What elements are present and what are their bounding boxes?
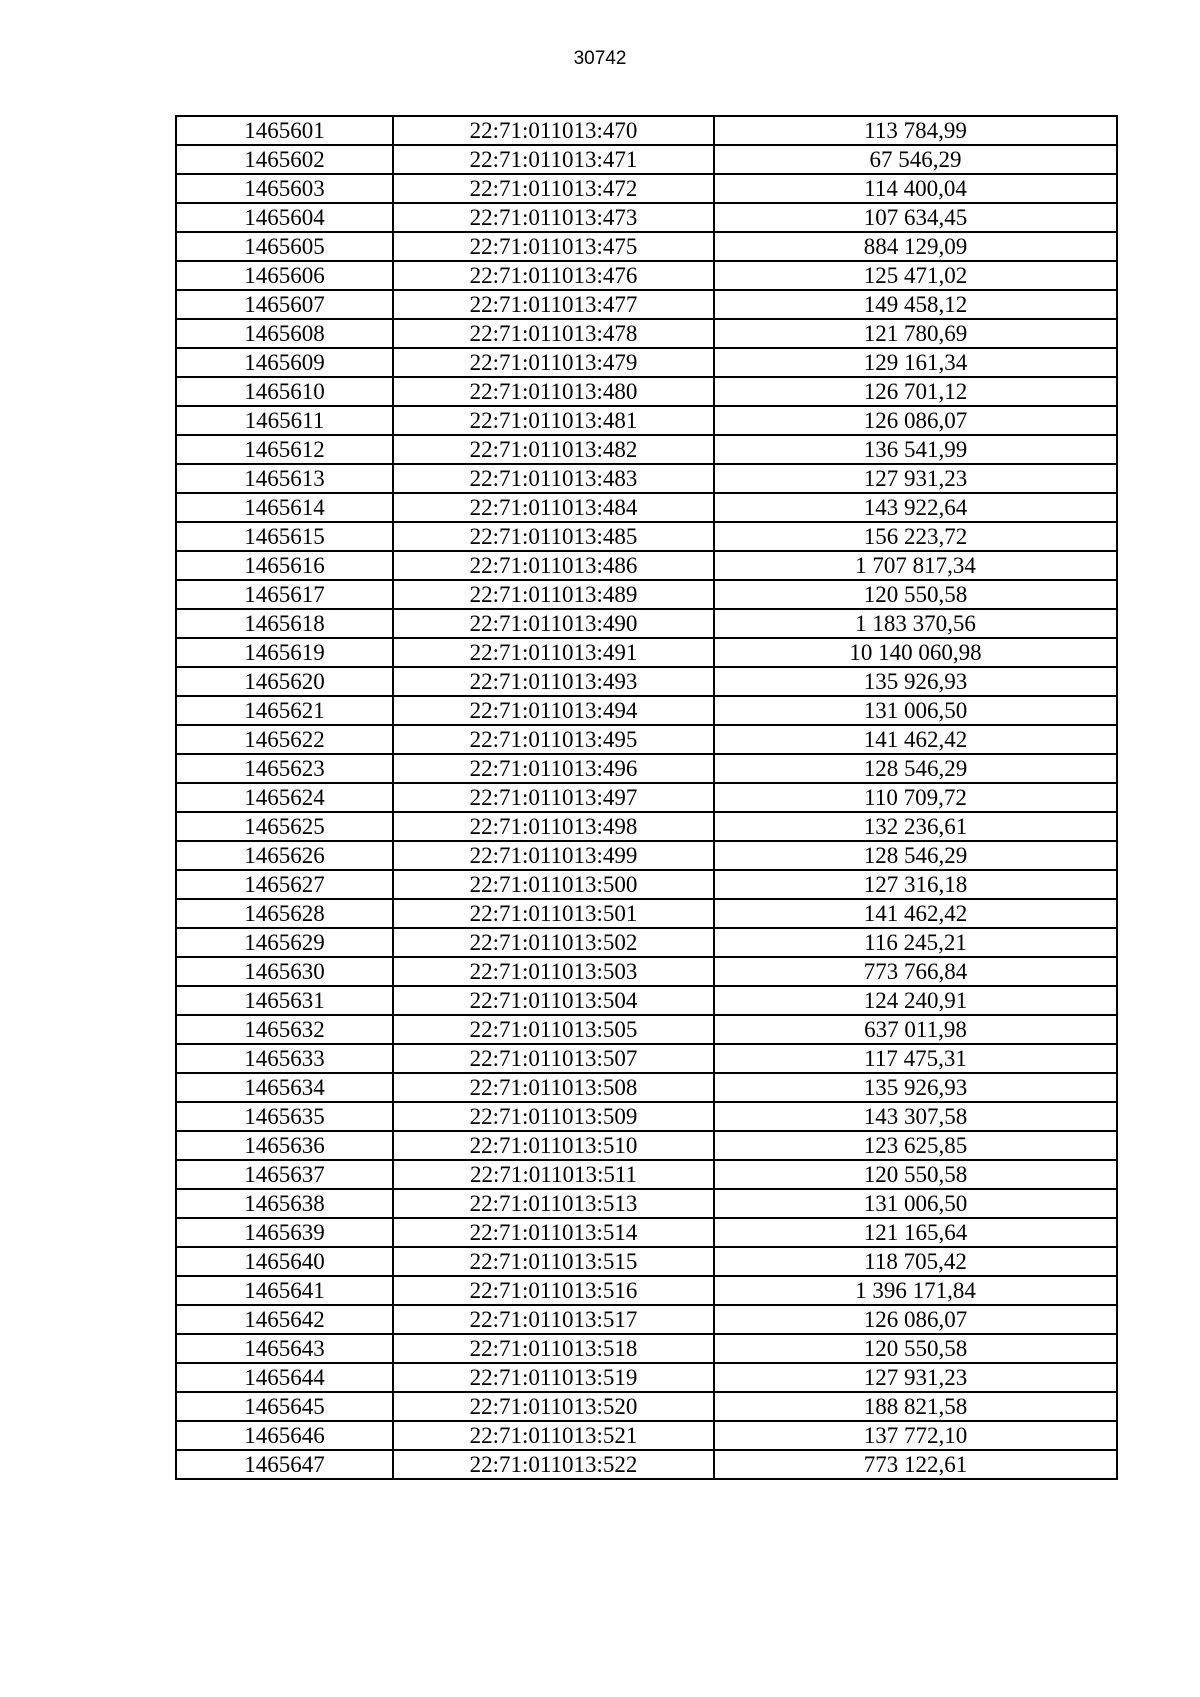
value-cell: 126 086,07	[714, 1305, 1117, 1334]
cadastral-number-cell: 22:71:011013:476	[393, 261, 714, 290]
cadastral-number-cell: 22:71:011013:501	[393, 899, 714, 928]
row-id-cell: 1465610	[176, 377, 393, 406]
cadastral-number-cell: 22:71:011013:478	[393, 319, 714, 348]
table-row	[176, 1334, 1117, 1363]
table-row	[176, 1276, 1117, 1305]
row-id-cell: 1465618	[176, 609, 393, 638]
table-row	[176, 754, 1117, 783]
table-row	[176, 1102, 1117, 1131]
value-cell: 1 183 370,56	[714, 609, 1117, 638]
cadastral-number-cell: 22:71:011013:496	[393, 754, 714, 783]
row-id-cell: 1465601	[176, 116, 393, 145]
value-cell: 1 396 171,84	[714, 1276, 1117, 1305]
cadastral-number-cell: 22:71:011013:483	[393, 464, 714, 493]
data-table	[175, 115, 1118, 1480]
value-cell: 1 707 817,34	[714, 551, 1117, 580]
cadastral-number-cell: 22:71:011013:473	[393, 203, 714, 232]
row-id-cell: 1465639	[176, 1218, 393, 1247]
cadastral-number-cell: 22:71:011013:484	[393, 493, 714, 522]
cadastral-number-cell: 22:71:011013:489	[393, 580, 714, 609]
table-row	[176, 464, 1117, 493]
cadastral-number-cell: 22:71:011013:505	[393, 1015, 714, 1044]
value-cell: 773 766,84	[714, 957, 1117, 986]
row-id-cell: 1465608	[176, 319, 393, 348]
value-cell: 67 546,29	[714, 145, 1117, 174]
table-row	[176, 1392, 1117, 1421]
row-id-cell: 1465623	[176, 754, 393, 783]
cadastral-number-cell: 22:71:011013:494	[393, 696, 714, 725]
row-id-cell: 1465626	[176, 841, 393, 870]
value-cell: 141 462,42	[714, 899, 1117, 928]
table-row	[176, 1305, 1117, 1334]
value-cell: 117 475,31	[714, 1044, 1117, 1073]
value-cell: 132 236,61	[714, 812, 1117, 841]
row-id-cell: 1465609	[176, 348, 393, 377]
table-row	[176, 145, 1117, 174]
value-cell: 124 240,91	[714, 986, 1117, 1015]
table-row	[176, 870, 1117, 899]
value-cell: 141 462,42	[714, 725, 1117, 754]
row-id-cell: 1465647	[176, 1450, 393, 1479]
value-cell: 126 086,07	[714, 406, 1117, 435]
value-cell: 120 550,58	[714, 1334, 1117, 1363]
cadastral-number-cell: 22:71:011013:481	[393, 406, 714, 435]
cadastral-number-cell: 22:71:011013:471	[393, 145, 714, 174]
row-id-cell: 1465619	[176, 638, 393, 667]
table-row	[176, 899, 1117, 928]
row-id-cell: 1465641	[176, 1276, 393, 1305]
table-row	[176, 1015, 1117, 1044]
cadastral-number-cell: 22:71:011013:521	[393, 1421, 714, 1450]
row-id-cell: 1465634	[176, 1073, 393, 1102]
value-cell: 637 011,98	[714, 1015, 1117, 1044]
row-id-cell: 1465607	[176, 290, 393, 319]
row-id-cell: 1465602	[176, 145, 393, 174]
cadastral-number-cell: 22:71:011013:495	[393, 725, 714, 754]
table-row	[176, 1044, 1117, 1073]
row-id-cell: 1465627	[176, 870, 393, 899]
value-cell: 125 471,02	[714, 261, 1117, 290]
cadastral-number-cell: 22:71:011013:480	[393, 377, 714, 406]
table-row	[176, 435, 1117, 464]
table-row	[176, 696, 1117, 725]
row-id-cell: 1465611	[176, 406, 393, 435]
table-row	[176, 377, 1117, 406]
row-id-cell: 1465640	[176, 1247, 393, 1276]
row-id-cell: 1465616	[176, 551, 393, 580]
value-cell: 118 705,42	[714, 1247, 1117, 1276]
value-cell: 131 006,50	[714, 696, 1117, 725]
table-row	[176, 986, 1117, 1015]
table-row	[176, 1421, 1117, 1450]
table-row	[176, 232, 1117, 261]
table-row	[176, 319, 1117, 348]
table-row	[176, 1073, 1117, 1102]
row-id-cell: 1465617	[176, 580, 393, 609]
value-cell: 773 122,61	[714, 1450, 1117, 1479]
row-id-cell: 1465603	[176, 174, 393, 203]
value-cell: 135 926,93	[714, 1073, 1117, 1102]
cadastral-number-cell: 22:71:011013:516	[393, 1276, 714, 1305]
row-id-cell: 1465638	[176, 1189, 393, 1218]
cadastral-number-cell: 22:71:011013:485	[393, 522, 714, 551]
cadastral-number-cell: 22:71:011013:470	[393, 116, 714, 145]
cadastral-number-cell: 22:71:011013:515	[393, 1247, 714, 1276]
value-cell: 131 006,50	[714, 1189, 1117, 1218]
row-id-cell: 1465625	[176, 812, 393, 841]
cadastral-number-cell: 22:71:011013:475	[393, 232, 714, 261]
table-row	[176, 1189, 1117, 1218]
row-id-cell: 1465642	[176, 1305, 393, 1334]
cadastral-number-cell: 22:71:011013:507	[393, 1044, 714, 1073]
cadastral-number-cell: 22:71:011013:500	[393, 870, 714, 899]
table-row	[176, 609, 1117, 638]
value-cell: 120 550,58	[714, 580, 1117, 609]
cadastral-number-cell: 22:71:011013:503	[393, 957, 714, 986]
row-id-cell: 1465628	[176, 899, 393, 928]
cadastral-number-cell: 22:71:011013:517	[393, 1305, 714, 1334]
value-cell: 136 541,99	[714, 435, 1117, 464]
row-id-cell: 1465621	[176, 696, 393, 725]
row-id-cell: 1465604	[176, 203, 393, 232]
table-row	[176, 1363, 1117, 1392]
row-id-cell: 1465622	[176, 725, 393, 754]
cadastral-number-cell: 22:71:011013:479	[393, 348, 714, 377]
value-cell: 129 161,34	[714, 348, 1117, 377]
row-id-cell: 1465636	[176, 1131, 393, 1160]
cadastral-number-cell: 22:71:011013:513	[393, 1189, 714, 1218]
row-id-cell: 1465605	[176, 232, 393, 261]
row-id-cell: 1465615	[176, 522, 393, 551]
row-id-cell: 1465614	[176, 493, 393, 522]
table-row	[176, 290, 1117, 319]
cadastral-number-cell: 22:71:011013:522	[393, 1450, 714, 1479]
row-id-cell: 1465613	[176, 464, 393, 493]
value-cell: 128 546,29	[714, 754, 1117, 783]
cadastral-number-cell: 22:71:011013:509	[393, 1102, 714, 1131]
table-row	[176, 203, 1117, 232]
table-row	[176, 348, 1117, 377]
table-row	[176, 957, 1117, 986]
row-id-cell: 1465643	[176, 1334, 393, 1363]
table-row	[176, 116, 1117, 145]
table-row	[176, 1131, 1117, 1160]
value-cell: 127 316,18	[714, 870, 1117, 899]
table-row	[176, 1247, 1117, 1276]
cadastral-number-cell: 22:71:011013:477	[393, 290, 714, 319]
row-id-cell: 1465637	[176, 1160, 393, 1189]
value-cell: 884 129,09	[714, 232, 1117, 261]
value-cell: 110 709,72	[714, 783, 1117, 812]
cadastral-number-cell: 22:71:011013:504	[393, 986, 714, 1015]
cadastral-number-cell: 22:71:011013:511	[393, 1160, 714, 1189]
row-id-cell: 1465646	[176, 1421, 393, 1450]
value-cell: 126 701,12	[714, 377, 1117, 406]
cadastral-number-cell: 22:71:011013:491	[393, 638, 714, 667]
value-cell: 120 550,58	[714, 1160, 1117, 1189]
table-row	[176, 1218, 1117, 1247]
value-cell: 149 458,12	[714, 290, 1117, 319]
cadastral-number-cell: 22:71:011013:497	[393, 783, 714, 812]
table-row	[176, 493, 1117, 522]
value-cell: 113 784,99	[714, 116, 1117, 145]
cadastral-number-cell: 22:71:011013:514	[393, 1218, 714, 1247]
cadastral-number-cell: 22:71:011013:502	[393, 928, 714, 957]
cadastral-number-cell: 22:71:011013:493	[393, 667, 714, 696]
value-cell: 114 400,04	[714, 174, 1117, 203]
cadastral-number-cell: 22:71:011013:519	[393, 1363, 714, 1392]
row-id-cell: 1465632	[176, 1015, 393, 1044]
table-row	[176, 580, 1117, 609]
value-cell: 127 931,23	[714, 1363, 1117, 1392]
table-row	[176, 783, 1117, 812]
table-row	[176, 406, 1117, 435]
row-id-cell: 1465612	[176, 435, 393, 464]
table-row	[176, 551, 1117, 580]
value-cell: 107 634,45	[714, 203, 1117, 232]
cadastral-number-cell: 22:71:011013:499	[393, 841, 714, 870]
table-row	[176, 841, 1117, 870]
value-cell: 156 223,72	[714, 522, 1117, 551]
table-row	[176, 1450, 1117, 1479]
value-cell: 143 922,64	[714, 493, 1117, 522]
value-cell: 123 625,85	[714, 1131, 1117, 1160]
row-id-cell: 1465630	[176, 957, 393, 986]
value-cell: 128 546,29	[714, 841, 1117, 870]
value-cell: 127 931,23	[714, 464, 1117, 493]
table-row	[176, 725, 1117, 754]
table-body	[176, 116, 1117, 1479]
cadastral-number-cell: 22:71:011013:472	[393, 174, 714, 203]
row-id-cell: 1465631	[176, 986, 393, 1015]
value-cell: 143 307,58	[714, 1102, 1117, 1131]
row-id-cell: 1465606	[176, 261, 393, 290]
value-cell: 121 780,69	[714, 319, 1117, 348]
cadastral-number-cell: 22:71:011013:518	[393, 1334, 714, 1363]
cadastral-number-cell: 22:71:011013:482	[393, 435, 714, 464]
row-id-cell: 1465620	[176, 667, 393, 696]
cadastral-number-cell: 22:71:011013:508	[393, 1073, 714, 1102]
row-id-cell: 1465645	[176, 1392, 393, 1421]
row-id-cell: 1465633	[176, 1044, 393, 1073]
table-row	[176, 522, 1117, 551]
cadastral-number-cell: 22:71:011013:490	[393, 609, 714, 638]
value-cell: 116 245,21	[714, 928, 1117, 957]
row-id-cell: 1465624	[176, 783, 393, 812]
table-row	[176, 667, 1117, 696]
cadastral-number-cell: 22:71:011013:498	[393, 812, 714, 841]
table-row	[176, 174, 1117, 203]
table-row	[176, 928, 1117, 957]
table-row	[176, 638, 1117, 667]
value-cell: 10 140 060,98	[714, 638, 1117, 667]
row-id-cell: 1465629	[176, 928, 393, 957]
row-id-cell: 1465644	[176, 1363, 393, 1392]
row-id-cell: 1465635	[176, 1102, 393, 1131]
cadastral-number-cell: 22:71:011013:486	[393, 551, 714, 580]
page-number: 30742	[573, 48, 627, 69]
value-cell: 188 821,58	[714, 1392, 1117, 1421]
table-row	[176, 1160, 1117, 1189]
value-cell: 135 926,93	[714, 667, 1117, 696]
cadastral-number-cell: 22:71:011013:520	[393, 1392, 714, 1421]
value-cell: 137 772,10	[714, 1421, 1117, 1450]
table-row	[176, 261, 1117, 290]
value-cell: 121 165,64	[714, 1218, 1117, 1247]
table-row	[176, 812, 1117, 841]
cadastral-number-cell: 22:71:011013:510	[393, 1131, 714, 1160]
